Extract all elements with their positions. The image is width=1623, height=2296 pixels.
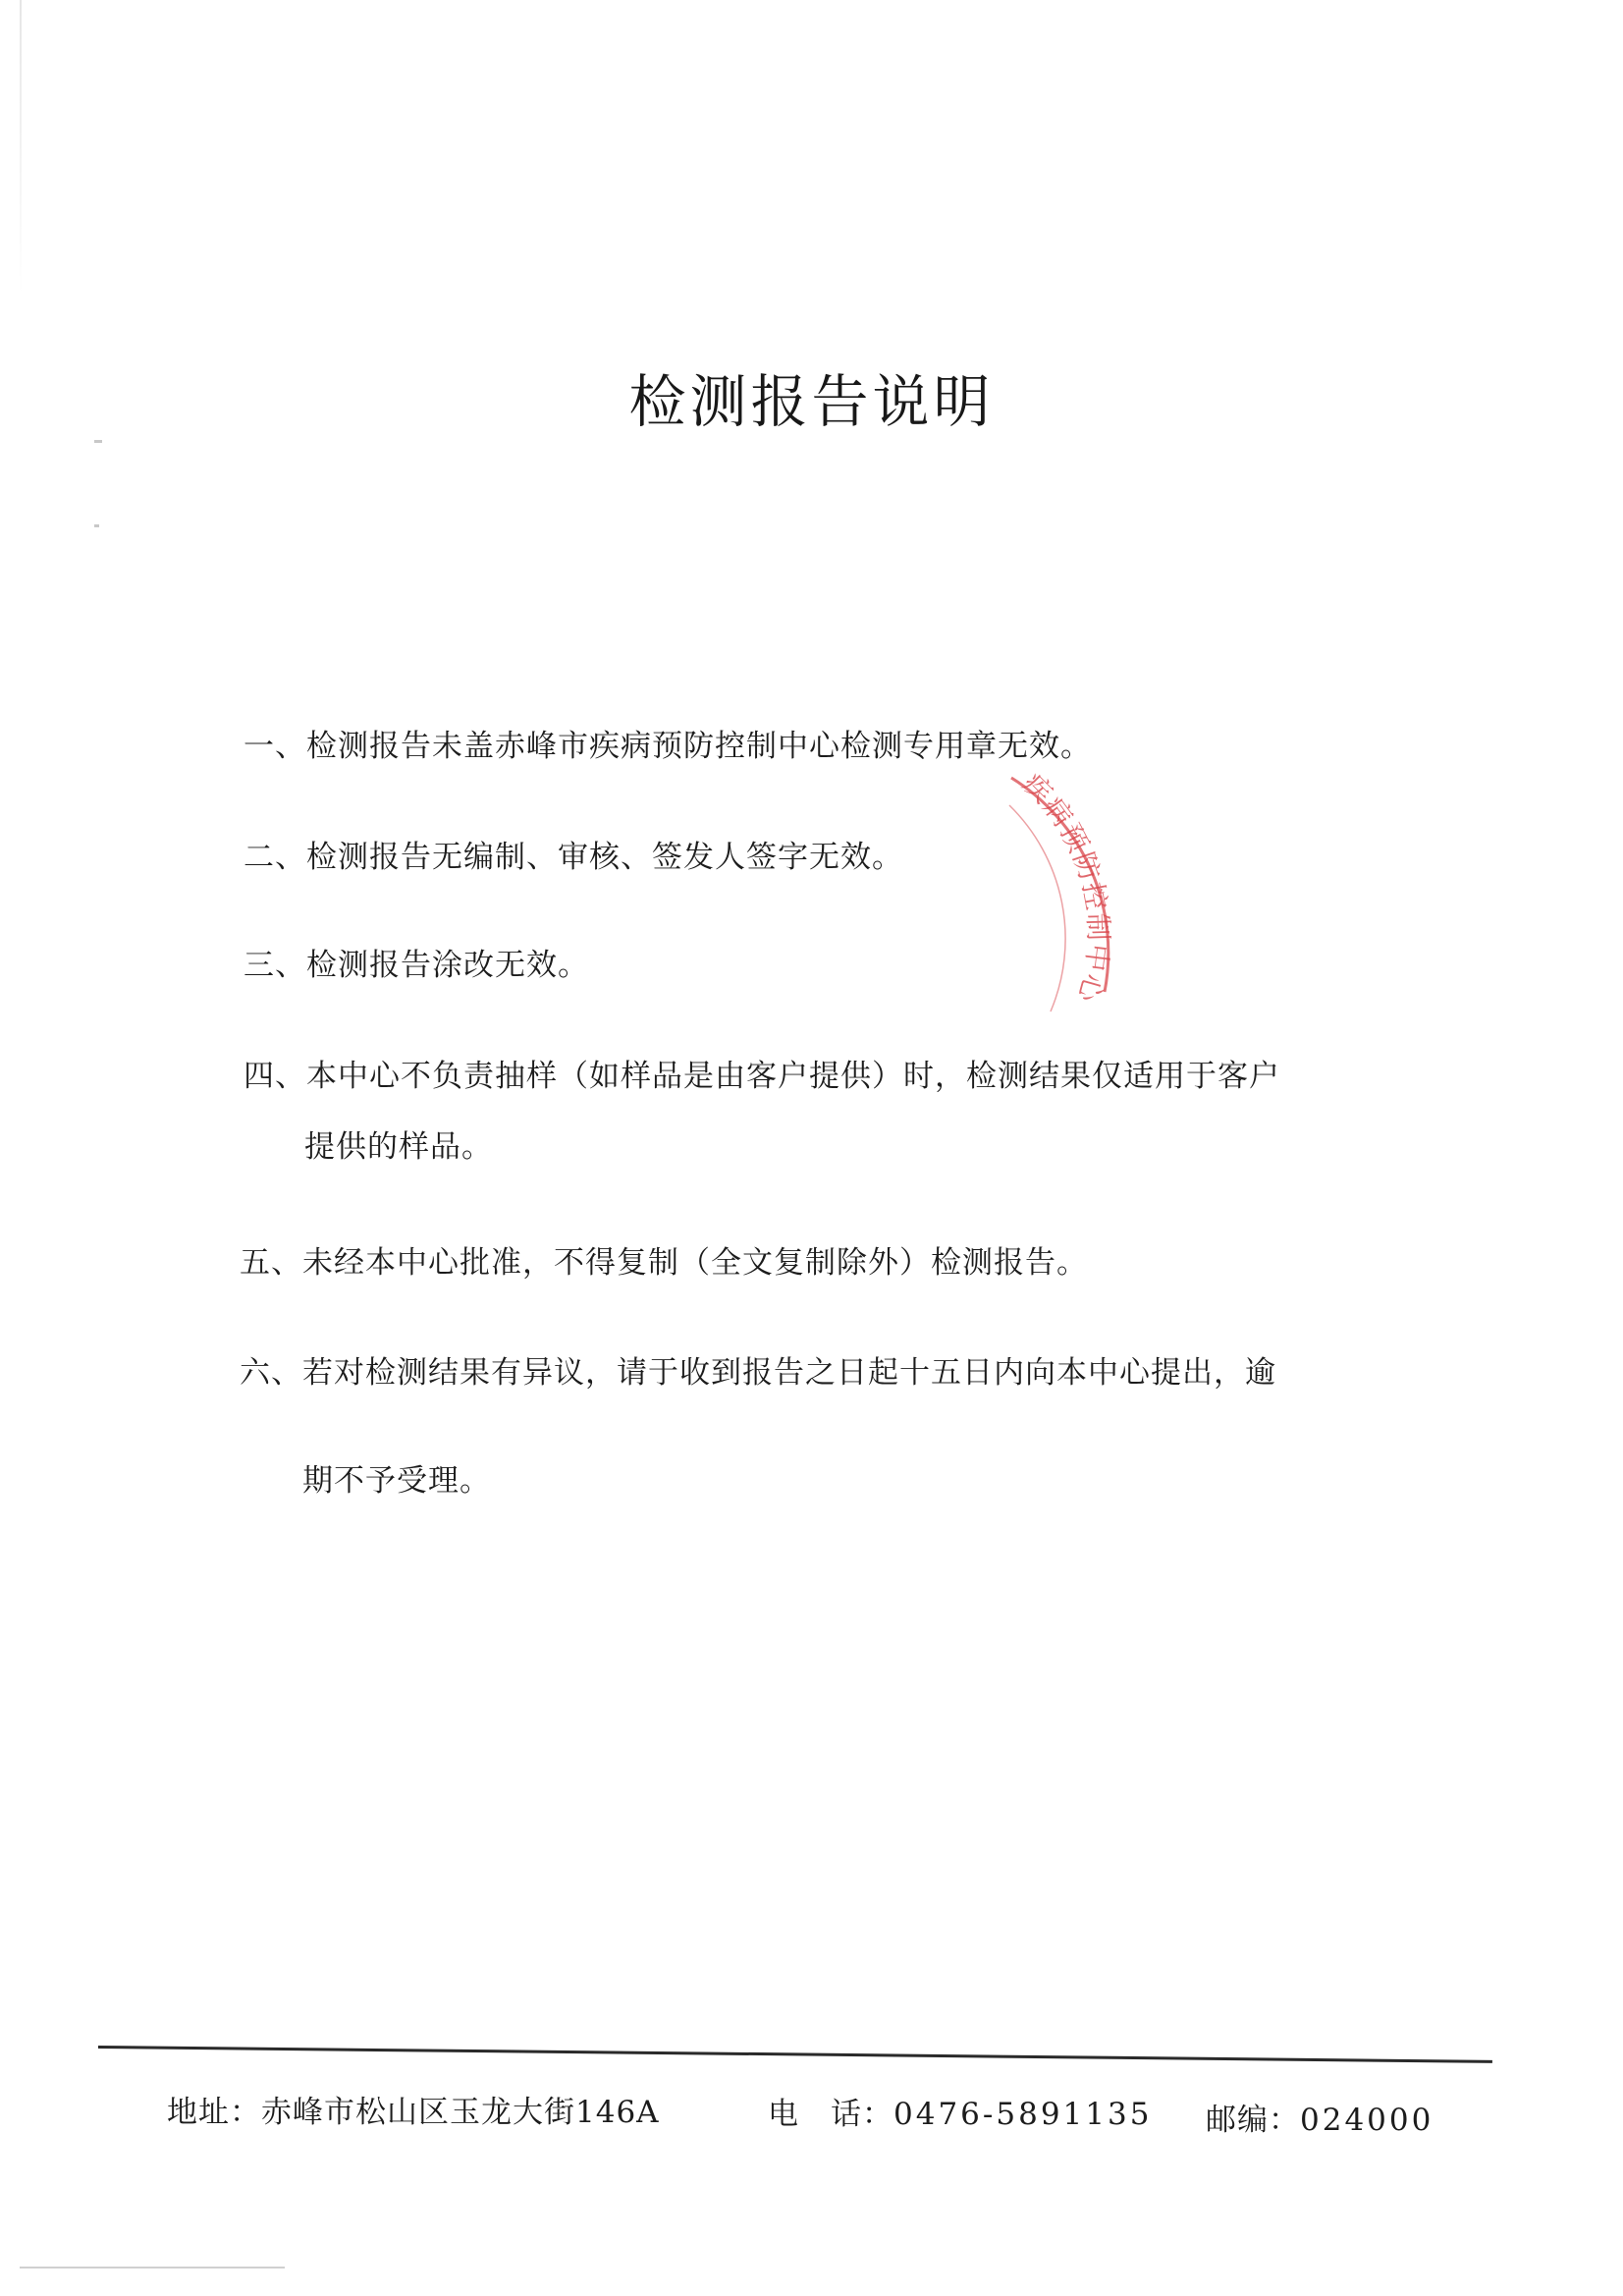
clause-marker: 六、 <box>240 1355 302 1391</box>
seal-lettering: 疾病预防控制中心 <box>1016 767 1115 1008</box>
document-footer <box>0 2087 1623 2146</box>
address-label: 地址： <box>167 2095 261 2130</box>
footer-address <box>167 2087 660 2131</box>
address-value: 赤峰市松山区玉龙大街146A <box>261 2095 660 2130</box>
clause-continuation: 期不予受理。 <box>302 1463 491 1499</box>
clause-marker: 二、 <box>243 840 306 875</box>
phone-label: 电 话： <box>768 2097 893 2132</box>
phone-value: 0476-5891135 <box>893 2097 1153 2132</box>
clause-marker: 一、 <box>243 729 306 764</box>
clause-marker: 三、 <box>243 948 306 983</box>
clause-text: 检测报告涂改无效。 <box>306 948 589 983</box>
document-title: 检测报告说明 <box>628 368 995 435</box>
clause-continuation: 提供的样品。 <box>304 1129 493 1165</box>
postcode-value: 024000 <box>1300 2103 1434 2138</box>
postcode-label: 邮编： <box>1206 2103 1300 2138</box>
clause-5 <box>240 1243 1088 1283</box>
clause-6 <box>240 1353 1276 1499</box>
clause-text: 本中心不负责抽样（如样品是由客户提供）时，检测结果仅适用于客户 <box>306 1059 1280 1094</box>
clause-marker: 五、 <box>240 1245 302 1281</box>
clause-text: 检测报告未盖赤峰市疾病预防控制中心检测专用章无效。 <box>306 729 1092 764</box>
footer-postcode <box>1206 2095 1434 2139</box>
clause-text: 检测报告无编制、审核、签发人签字无效。 <box>306 840 903 875</box>
clause-2 <box>243 838 903 877</box>
footer-divider <box>98 2046 1492 2063</box>
scan-edge-line <box>20 2267 285 2269</box>
clause-text: 未经本中心批准，不得复制（全文复制除外）检测报告。 <box>302 1245 1088 1281</box>
clause-text: 若对检测结果有异议，请于收到报告之日起十五日内向本中心提出，逾 <box>302 1355 1276 1391</box>
clause-1 <box>243 727 1092 766</box>
footer-phone <box>768 2089 1152 2133</box>
clause-3 <box>243 946 589 985</box>
clause-4 <box>243 1057 1280 1165</box>
clause-marker: 四、 <box>243 1059 306 1094</box>
